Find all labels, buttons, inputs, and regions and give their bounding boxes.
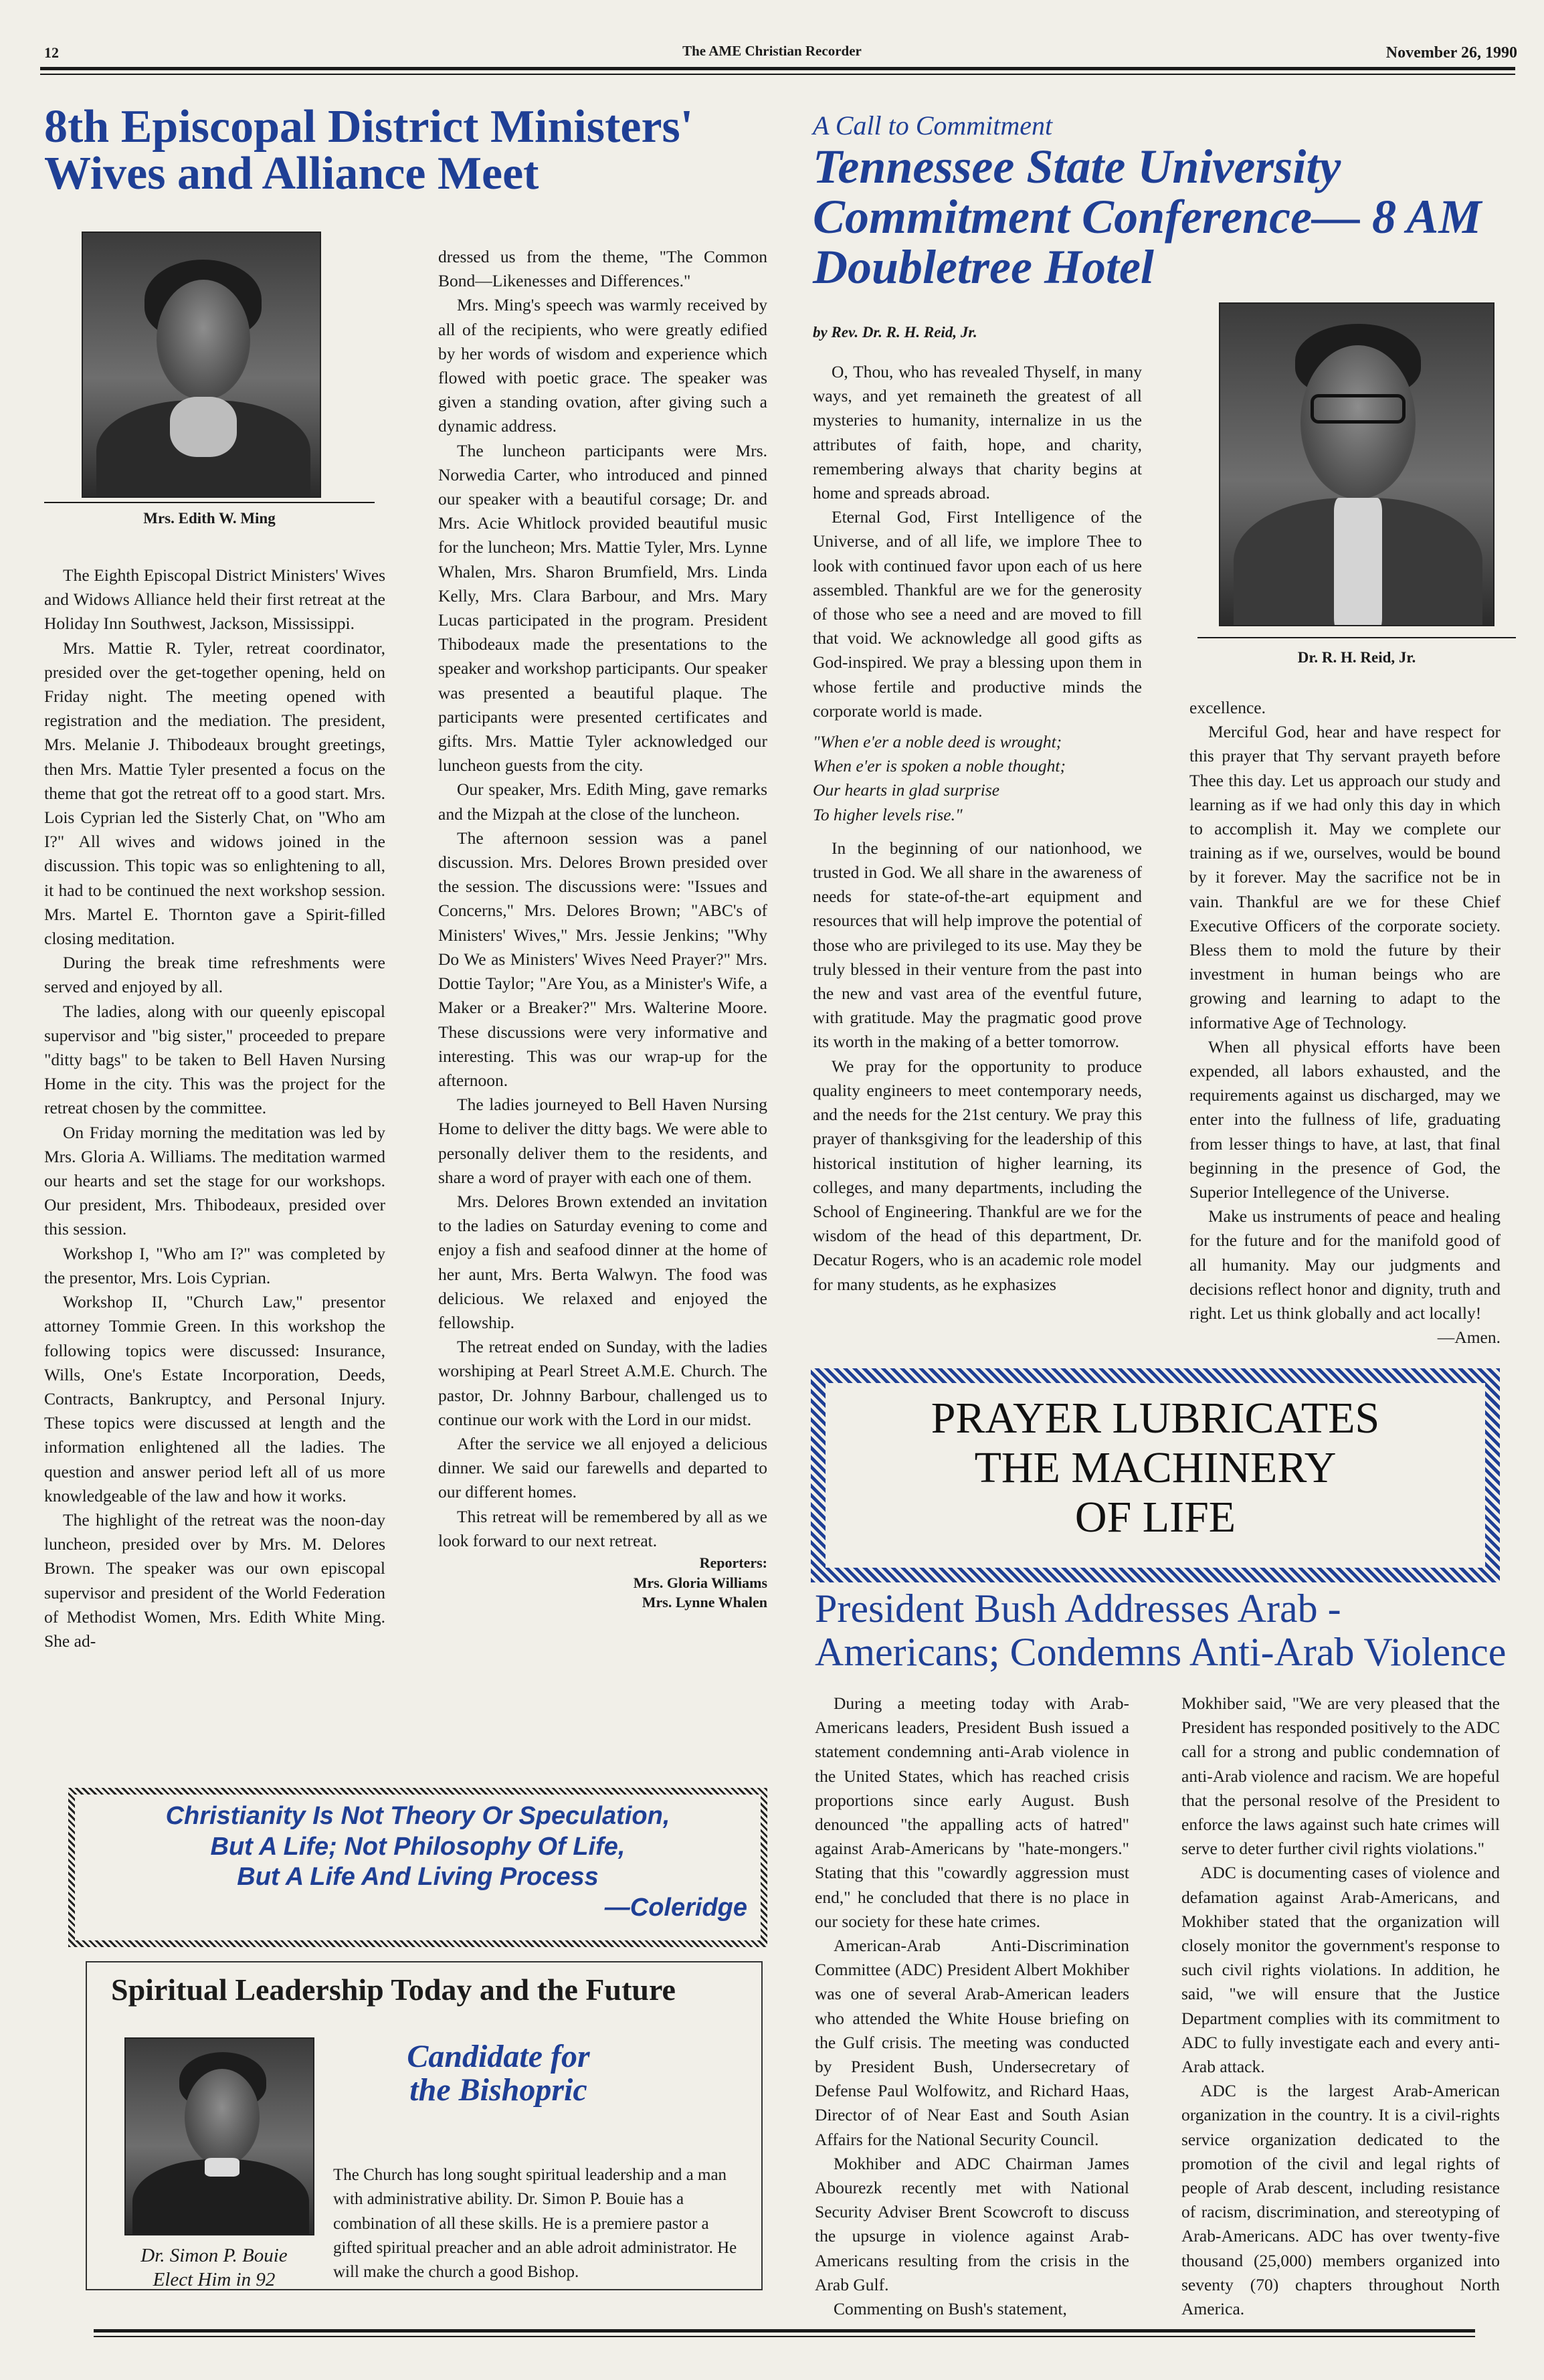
photo-edith-ming xyxy=(82,232,321,498)
paragraph: The highlight of the retreat was the noon-day luncheon, presided over by Mrs. M. Delores Brown. The speaker was our own episcopal supervisor and president of the World Federation of Methodist Women, Mrs. Edith White Ming. She ad- xyxy=(44,1509,385,1651)
paragraph: dressed us from the theme, "The Common Bond—Likenesses and Differences." xyxy=(438,247,767,291)
prayer-line: OF LIFE xyxy=(1074,1492,1236,1542)
ad-photo-caption xyxy=(100,2244,328,2292)
coleridge-quote-box xyxy=(68,1788,767,1947)
paragraph: Our speaker, Mrs. Edith Ming, gave remarks and the Mizpah at the close of the luncheon. xyxy=(438,780,767,824)
poem-line: When e'er is spoken a noble thought; xyxy=(813,756,1066,776)
reporter-name: Mrs. Gloria Williams xyxy=(633,1574,767,1591)
paragraph: The retreat ended on Sunday, with the ladies worshiping at Pearl Street A.M.E. Church. The pastor, Dr. Johnny Barbour, challenged us to continue our work with the Lord in our midst. xyxy=(438,1337,767,1429)
quote-attribution: —Coleridge xyxy=(604,1893,747,1922)
poem-block xyxy=(813,730,1142,827)
masthead-rule-thin xyxy=(40,74,1515,75)
paragraph: ADC is the largest Arab-American organization in the country. It is a civil-rights service organization dedicated to the promotion of the civil and legal rights of people of Arab descent, including resistance of racism, discrimination, and stereotyping of Arab-Americans. ADC has over twenty-five thousand (25,000) members organized into seventy (70) chapters throughout North America. xyxy=(1181,2081,1500,2319)
quote-line: Christianity Is Not Theory Or Speculation, xyxy=(165,1802,670,1830)
ad-caption-name: Dr. Simon P. Bouie xyxy=(140,2245,288,2266)
poem-line: To higher levels rise." xyxy=(813,804,963,824)
quote-line: But A Life; Not Philosophy Of Life, xyxy=(210,1832,625,1861)
paragraph: The luncheon participants were Mrs. Norwedia Carter, who introduced and pinned our speaker with a beautiful corsage; Dr. and Mrs. Acie Whitlock provided beautiful music for the luncheon; Mrs. Mattie Tyler, Mrs. Lynne Whalen, Mrs. Sharon Brumfield, Mrs. Linda Kelly, Mrs. Clara Barbour, and Mrs. Mary Lucas participated in the program. President Thibodeaux made the presentations to the speaker and workshop participants. Our speaker was presented a beautiful plaque. The participants were presented certificates and gifts. Mrs. Mattie Tyler acknowledged our luncheon guests from the city. xyxy=(438,440,767,775)
caption-rule xyxy=(44,502,375,503)
paragraph: On Friday morning the meditation was led by Mrs. Gloria A. Williams. The meditation warmed our hearts and set the stage for our workshops. Our president, Mrs. Thibodeaux, presided over this session. xyxy=(44,1122,385,1239)
amen: —Amen. xyxy=(1437,1328,1501,1348)
ad-subhead: Candidate for the Bishopric xyxy=(407,2039,590,2108)
bishopric-ad-box xyxy=(86,1961,763,2290)
article3-column-2 xyxy=(1181,1691,1500,2321)
page-number: 12 xyxy=(44,44,59,61)
issue-date: November 26, 1990 xyxy=(1385,44,1517,62)
article1-column-2 xyxy=(438,245,767,1613)
article2-byline: by Rev. Dr. R. H. Reid, Jr. xyxy=(813,324,977,341)
paragraph: We pray for the opportunity to produce quality engineers to meet contemporary needs, and the needs for the 21st century. We pray this prayer of thanksgiving for the leadership of this historical institution of higher learning, its colleges, and many departments, including the School of Engineering. Thankful are we for the wisdom of the head of this department, Dr. Decatur Rogers, who is an academic role model for many students, as he exphasizes xyxy=(813,1056,1142,1294)
ad-headline: Spiritual Leadership Today and the Future xyxy=(111,1973,676,2007)
article2-kicker: A Call to Commitment xyxy=(813,110,1053,141)
reporters-label: Reporters: xyxy=(699,1554,767,1571)
paragraph: The ladies, along with our queenly episcopal supervisor and "big sister," proceeded to prepare "ditty bags" to be taken to Bell Haven Nursing Home in the city. This was the project for the retreat chosen by the committee. xyxy=(44,1001,385,1118)
photo-caption-reid: Dr. R. H. Reid, Jr. xyxy=(1297,649,1416,666)
paragraph: Merciful God, hear and have respect for this prayer that Thy servant prayeth before Thee this day. Let us approach our study and learning as if we had only this day in which to accomplish it. May we complete our training as if we, ourselves, would be bound by it forever. May the sacrifice not be in vain. Thankful are we for these Chief Executive Officers of the corporate society. Bless them to mold the future by their investment in human beings who are growing and learning to adapt to the informative Age of Technology. xyxy=(1189,722,1501,1032)
footer-rule-thin xyxy=(94,2336,1475,2337)
poem-line: Our hearts in glad surprise xyxy=(813,780,1000,800)
paragraph: Workshop I, "Who am I?" was completed by the presentor, Mrs. Lois Cyprian. xyxy=(44,1243,385,1287)
poem-line: "When e'er a noble deed is wrought; xyxy=(813,732,1062,752)
paragraph: Mokhiber and ADC Chairman James Abourezk recently met with National Security Adviser Brent Scowcroft to discuss the upsurge in violence against Arab-Americans resulting from the crisis in the Arab Gulf. xyxy=(815,2153,1129,2294)
article2-headline: Tennessee State University Commitment Conference— 8 AM Doubletree Hotel xyxy=(813,140,1482,294)
paragraph: Mrs. Ming's speech was warmly received by all of the recipients, who were greatly edified by her words of wisdom and experience which flowed with poetic grace. The speaker was given a standing ovation, after giving such a dynamic address. xyxy=(438,295,767,436)
paragraph: Commenting on Bush's statement, xyxy=(834,2299,1067,2319)
paragraph: Eternal God, First Intelligence of the Universe, and of all life, we implore Thee to look with continued favor upon each of us here assembled. Thankful are we for the generosity of those who see a need and are moved to fill that void. We acknowledge all good gifts as God-inspired. We pray a blessing upon them in whose fertile and productive minds the corporate world is made. xyxy=(813,507,1142,721)
footer-rule xyxy=(94,2329,1475,2332)
paragraph: During the break time refreshments were served and enjoyed by all. xyxy=(44,953,385,997)
article3-headline: President Bush Addresses Arab - Americans; Condemns Anti-Arab Violence xyxy=(815,1586,1507,1674)
paragraph: The afternoon session was a panel discussion. Mrs. Delores Brown presided over the session. The discussions were: "Issues and Concerns," Mrs. Delores Brown; "ABC's of Ministers' Wives," Mrs. Jessie Jenkins; "Why Do We as Ministers' Wives Need Prayer?" Mrs. Dottie Taylor; "Are You, as a Minister's Wife, a Maker or a Breaker?" Mrs. Walterine Moore. These discussions were very informative and interesting. This was our wrap-up for the afternoon. xyxy=(438,828,767,1090)
ad-caption-slogan: Elect Him in 92 xyxy=(153,2269,276,2291)
photo-rh-reid xyxy=(1219,302,1494,626)
prayer-line: PRAYER LUBRICATES xyxy=(931,1394,1380,1443)
reporters-block xyxy=(438,1553,767,1613)
article1-headline: 8th Episcopal District Ministers' Wives and Alliance Meet xyxy=(44,101,694,199)
paragraph: Mokhiber said, "We are very pleased that the President has responded positively to the ADC call for a strong and public condemnation of anti-Arab violence and racism. We are hopeful that the personal resolve of the President to enforce the laws against such hate crimes will serve to deter further civil rights violations." xyxy=(1181,1694,1500,1859)
ad-body: The Church has long sought spiritual leadership and a man with administrative ability. Dr. Simon P. Bouie has a combination of all these skills. He is a premiere pastor a gifted spiritual preacher and an able adroit administrator. He will make the church a good Bishop. xyxy=(333,2166,737,2281)
reporter-name: Mrs. Lynne Whalen xyxy=(642,1594,767,1611)
paragraph: Workshop II, "Church Law," presentor attorney Tommie Green. In this workshop the following topics were discussed: Insurance, Wills, One's Estate Incorporation, Deeds, Contracts, Bankruptcy, and Personal Injury. These topics were discussed at length and the information enlightened all the ladies. The question and answer period left all of us more knowledgeable of the law and how it works. xyxy=(44,1292,385,1505)
paragraph: American-Arab Anti-Discrimination Committee (ADC) President Albert Mokhiber was one of several Arab-American leaders who attended the White House briefing on the Gulf crisis. The meeting was conducted by President Bush, Undersecretary of Defense Paul Wolfowitz, and Richard Haas, Director of of Near East and South Asian Affairs for the National Security Council. xyxy=(815,1936,1129,2149)
prayer-box xyxy=(811,1368,1500,1582)
paragraph: In the beginning of our nationhood, we trusted in God. We all share in the awareness of needs for state-of-the-art equipment and resources that will help improve the potential of those who are privileged to its use. May they be truly blessed in their venture from the past into the new and vast area of the eventful future, with gratitude. May the pragmatic good prove its worth in the making of a better tomorrow. xyxy=(813,838,1142,1052)
paragraph: Make us instruments of peace and healing for the future and for the manifold good of all humanity. May our judgments and decisions reflect honor and dignity, truth and right. Let us think globally and act locally! xyxy=(1189,1206,1501,1323)
paragraph: excellence. xyxy=(1189,698,1266,717)
article2-column-1 xyxy=(813,360,1142,1297)
paragraph: When all physical efforts have been expended, all labors exhausted, and the requirements against us discharged, may we enter into the fullness of life, graduating from lesser things to have, at last, that final beginning in the presence of God, the Superior Intellegence of the Universe. xyxy=(1189,1036,1501,1202)
paragraph: During a meeting today with Arab-Americans leaders, President Bush issued a statement condemning anti-Arab violence in the United States, which has reached crisis proportions since early August. Bush denounced "the appalling acts of hatred" against Arab-Americans by "hate-mongers." Stating that this "cowardly aggression must end," he concluded that there is no place in our society for these hate crimes. xyxy=(815,1694,1129,1931)
paragraph: The ladies journeyed to Bell Haven Nursing Home to deliver the ditty bags. We were able to personally deliver them to the residents, and share a word of prayer with each one of them. xyxy=(438,1095,767,1187)
masthead-rule xyxy=(40,67,1515,70)
article2-column-2 xyxy=(1189,696,1501,1350)
publication-name: The AME Christian Recorder xyxy=(682,43,862,59)
photo-simon-bouie xyxy=(124,2037,314,2235)
paragraph: This retreat will be remembered by all as we look forward to our next retreat. xyxy=(438,1506,767,1550)
photo-caption-ming: Mrs. Edith W. Ming xyxy=(143,510,276,527)
prayer-line: THE MACHINERY xyxy=(974,1443,1337,1492)
paragraph: ADC is documenting cases of violence and defamation against Arab-Americans, and Mokhiber stated that the organization will closely monitor the government's response to such civil rights violations. In addition, he said, "we will ensure that the Justice Department complies with its commitment to ADC to fully investigate each and every anti-Arab attack. xyxy=(1181,1863,1500,2077)
paragraph: O, Thou, who has revealed Thyself, in many ways, and yet remaineth the greatest of all mysteries to humanity, internalize in us the attributes of faith, hope, and charity, remembering always that charity begins at home and spreads abroad. xyxy=(813,362,1142,503)
article3-column-1 xyxy=(815,1691,1129,2321)
caption-rule xyxy=(1197,637,1516,638)
paragraph: Mrs. Delores Brown extended an invitation to the ladies on Saturday evening to come and enjoy a fish and seafood dinner at the home of her aunt, Mrs. Berta Walwyn. The food was delicious. We relaxed and enjoyed the fellowship. xyxy=(438,1191,767,1332)
article1-column-1 xyxy=(44,563,385,1653)
paragraph: Mrs. Mattie R. Tyler, retreat coordinator, presided over the get-together opening, held on Friday night. The meeting opened with registration and the mediation. The president, Mrs. Melanie J. Thibodeaux brought greetings, then Mrs. Mattie Tyler presented a focus on the theme that got the retreat off to a good start. Mrs. Lois Cyprian led the Sisterly Chat, on "Who am I?" All wives and widows joined in the discussion. This topic was so enlightening to all, it had to be continued the next workshop session. Mrs. Martel E. Thornton gave a Spirit-filled closing meditation. xyxy=(44,638,385,949)
paragraph: The Eighth Episcopal District Ministers' Wives and Widows Alliance held their first retreat at the Holiday Inn Southwest, Jackson, Mississippi. xyxy=(44,565,385,634)
quote-line: But A Life And Living Process xyxy=(237,1863,599,1892)
paragraph: After the service we all enjoyed a delicious dinner. We said our farewells and departed to our different homes. xyxy=(438,1433,767,1502)
